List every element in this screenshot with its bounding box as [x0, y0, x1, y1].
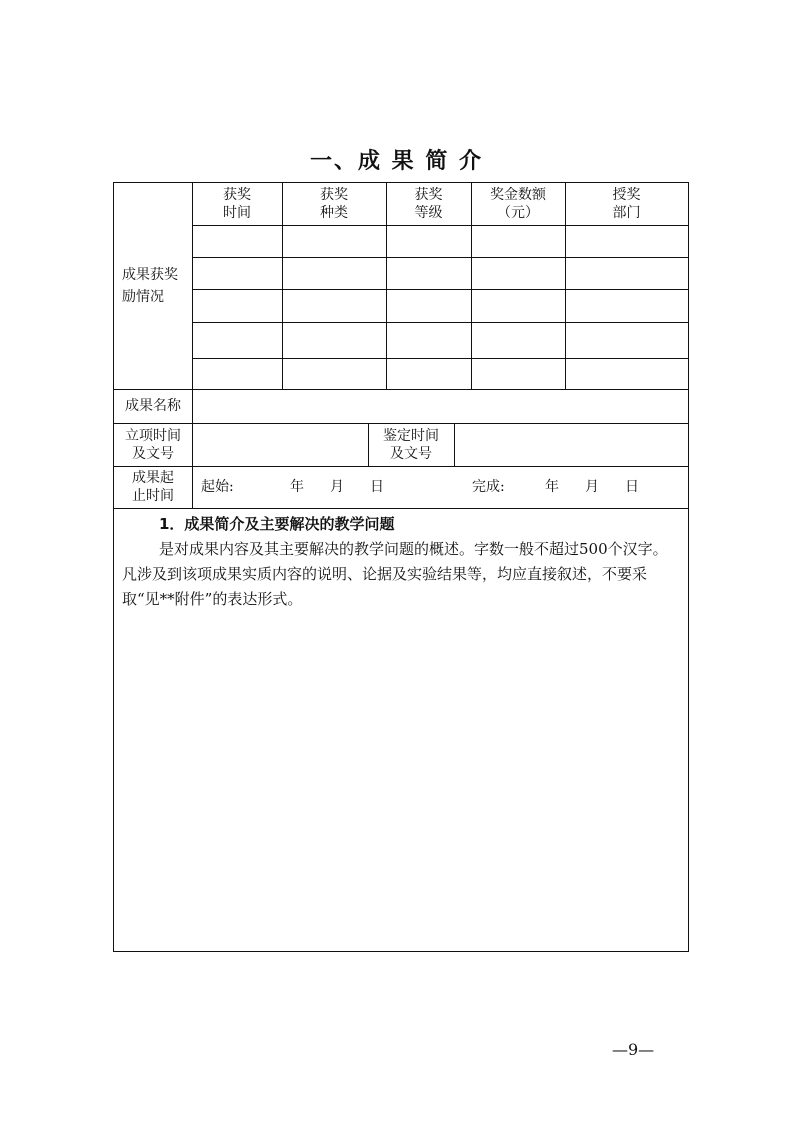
header-prize-amount: 奖金数额 （元）: [490, 187, 546, 221]
appraisal-time-label: 鉴定时间 及文号: [383, 427, 439, 462]
award-row-2[interactable]: [192, 257, 688, 289]
award-row-3[interactable]: [192, 289, 688, 322]
appraisal-time-field[interactable]: [454, 423, 688, 466]
start-label: 起始:: [201, 479, 234, 495]
start-day-label: 日: [370, 479, 384, 495]
summary-area[interactable]: [114, 508, 688, 951]
end-month-label: 月: [585, 479, 599, 495]
end-label: 完成:: [472, 479, 505, 495]
start-year-label: 年: [290, 479, 304, 495]
header-award-time: 获奖 时间: [223, 187, 251, 221]
summary-heading: 1．成果简介及主要解决的教学问题: [159, 515, 395, 533]
project-time-field[interactable]: [192, 423, 368, 466]
award-row-1[interactable]: [192, 225, 688, 257]
header-award-type: 获奖 种类: [320, 187, 348, 221]
achievement-name-label: 成果名称: [125, 398, 181, 414]
page-title: 一、成 果 简 介: [310, 149, 483, 174]
start-month-label: 月: [330, 479, 344, 495]
period-field[interactable]: [192, 466, 688, 508]
header-awarding-department: 授奖 部门: [612, 187, 641, 221]
project-time-label: 立项时间 及文号: [125, 427, 181, 462]
award-row-4[interactable]: [192, 322, 688, 358]
end-day-label: 日: [625, 479, 639, 495]
achievement-name-field[interactable]: [192, 389, 688, 423]
end-year-label: 年: [545, 479, 559, 495]
summary-paragraph: 是对成果内容及其主要解决的教学问题的概述。字数一般不超过500个汉字。凡涉及到该项成果实质内容的说明、论据及实验结果等，均应直接叙述，不要采取“见**附件”的表达形式。: [122, 540, 668, 608]
award-situation-label: 成果获奖励情况: [122, 267, 178, 305]
achievement-form-table: [113, 182, 689, 952]
header-award-level: 获奖 等级: [414, 187, 443, 221]
page-number: —9—: [612, 1040, 655, 1059]
award-row-5[interactable]: [192, 358, 688, 389]
period-label: 成果起 止时间: [132, 470, 174, 504]
